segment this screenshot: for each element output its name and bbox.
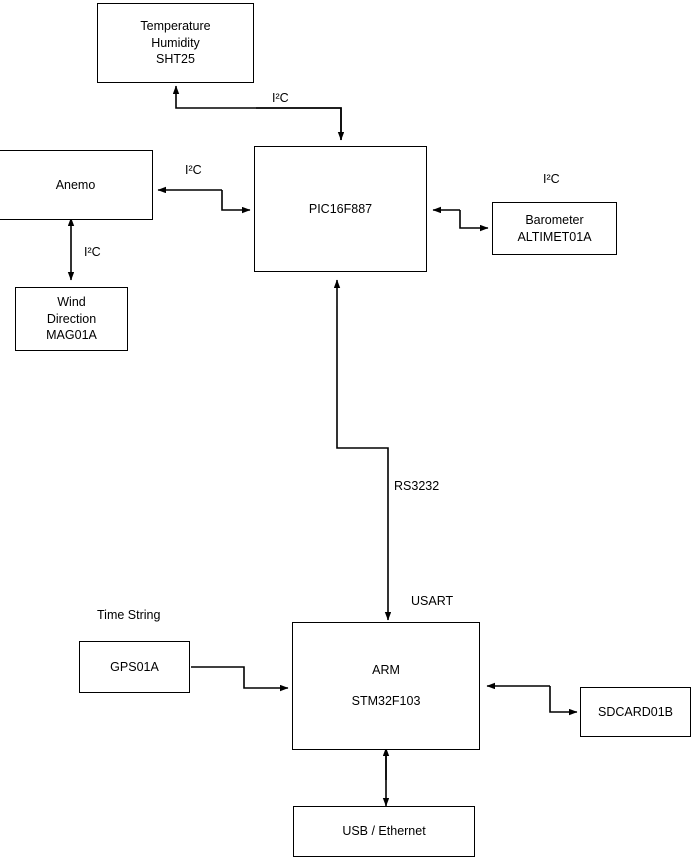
node-sdcard01b[interactable] — [580, 687, 691, 737]
node-barometer-line-0: Barometer — [525, 212, 584, 227]
edge-label-i2c-sht25: I²C — [272, 91, 289, 105]
edge-label-rs3232: RS3232 — [394, 479, 440, 493]
node-sht25-line-1: Humidity — [151, 35, 200, 50]
node-pic16f887[interactable] — [254, 146, 427, 272]
node-barometer-line-1: ALTIMET01A — [517, 229, 592, 244]
node-arm-stm32f103[interactable] — [292, 622, 480, 750]
node-pic16f887-line-0: PIC16F887 — [308, 201, 373, 216]
node-arm-line-0: ARM — [372, 663, 400, 678]
node-usb-ethernet-line-0: USB / Ethernet — [342, 824, 426, 839]
edge-label-usart: USART — [411, 594, 454, 608]
node-anemo[interactable] — [0, 150, 153, 220]
node-sdcard01b-line-0: SDCARD01B — [597, 704, 674, 719]
node-wind-direction-line-2: MAG01A — [46, 328, 97, 343]
node-wind-direction-line-1: Direction — [46, 311, 97, 326]
node-sht25[interactable] — [97, 3, 254, 83]
node-wind-direction-line-0: Wind — [57, 294, 86, 309]
node-sht25-line-2: SHT25 — [156, 52, 195, 67]
node-gps01a-line-0: GPS01A — [110, 659, 159, 674]
edge-label-i2c-anemo: I²C — [185, 163, 202, 177]
edge-label-time-string: Time String — [97, 608, 161, 622]
edge-label-i2c-barometer: I²C — [543, 172, 560, 186]
node-anemo-line-0: Anemo — [55, 177, 96, 192]
node-arm-line-1: STM32F103 — [351, 694, 421, 708]
node-barometer[interactable] — [492, 202, 617, 255]
node-gps01a[interactable] — [79, 641, 190, 693]
edge-label-i2c-winddir: I²C — [84, 245, 101, 259]
node-usb-ethernet[interactable] — [293, 806, 475, 857]
node-wind-direction[interactable] — [15, 287, 128, 351]
node-sht25-line-0: Temperature — [140, 18, 211, 33]
